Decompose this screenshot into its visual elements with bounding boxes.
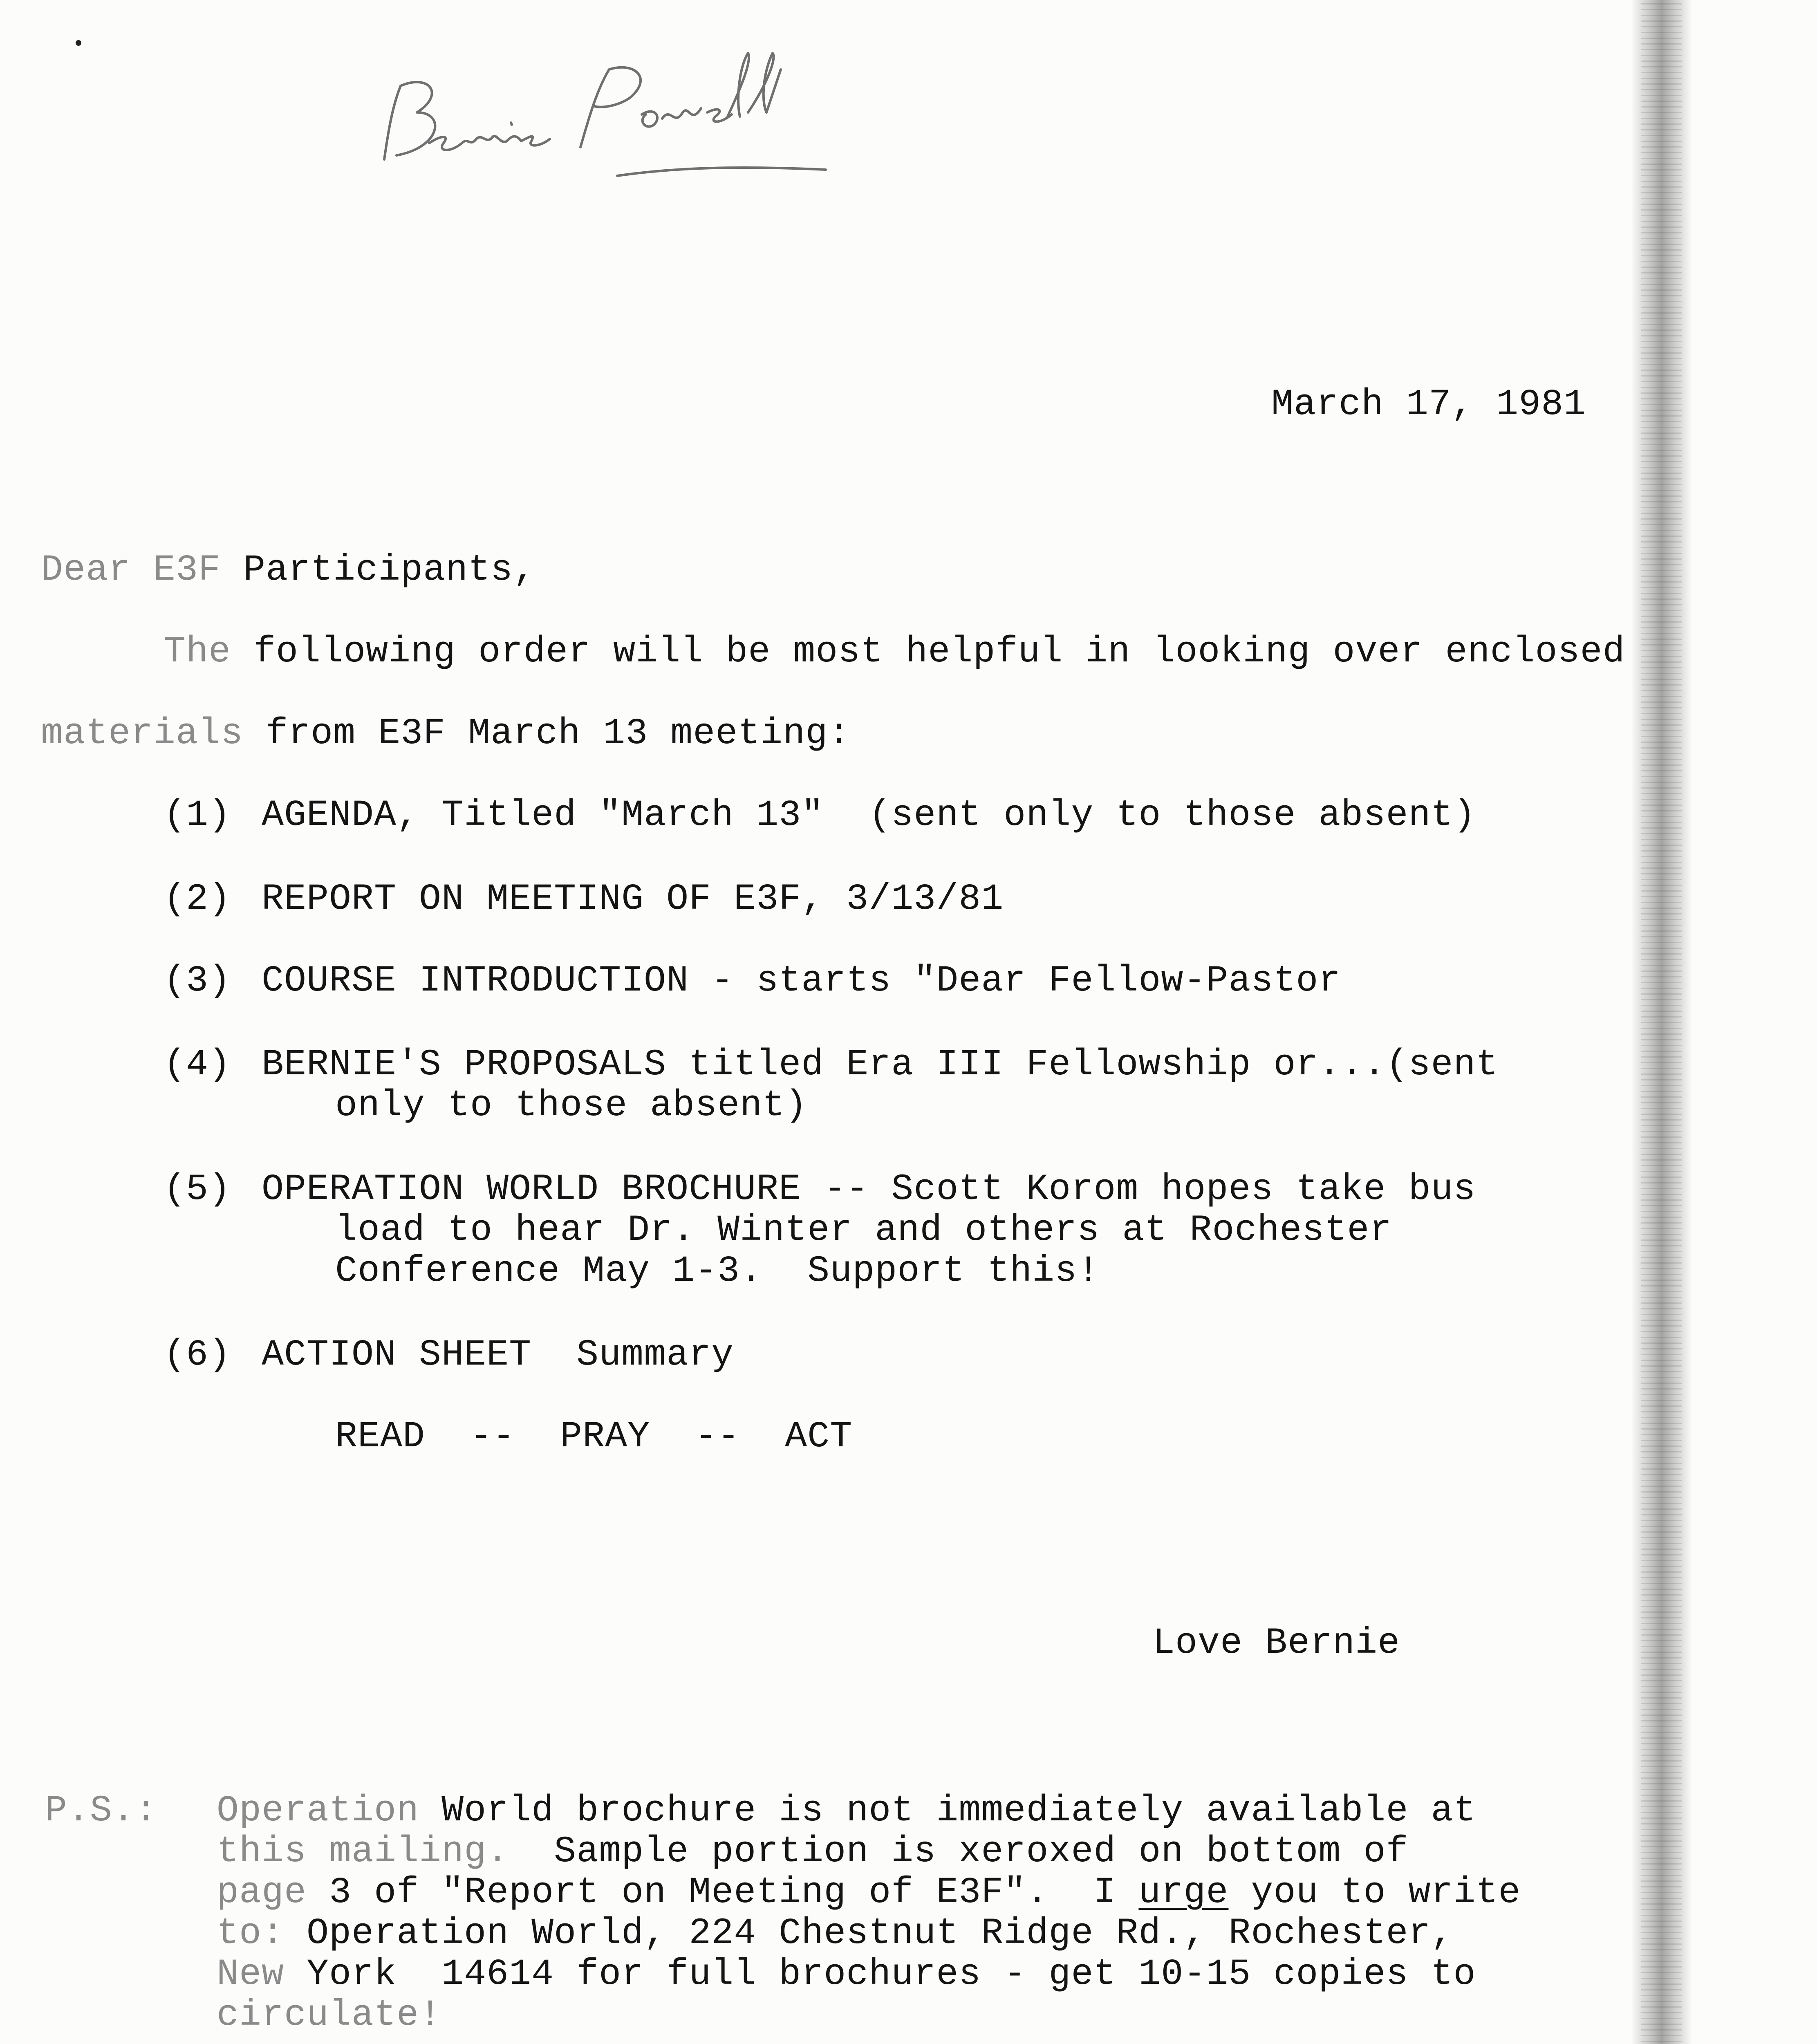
ps-line-4-faded: to:	[217, 1913, 285, 1954]
intro-line-2-rest: from E3F March 13 meeting:	[243, 713, 851, 755]
handwritten-name-signature	[368, 25, 940, 188]
ps-line-6: circulate!	[217, 1995, 442, 2036]
item-text-line: REPORT ON MEETING OF E3F, 3/13/81	[262, 879, 1004, 920]
ps-line-4-rest: Operation World, 224 Chestnut Ridge Rd., Rochester,	[284, 1913, 1454, 1954]
item-number: (2)	[164, 879, 231, 920]
item-number: (4)	[164, 1044, 231, 1086]
item-text-line: ACTION SHEET Summary	[262, 1334, 734, 1376]
ps-line-5	[217, 1954, 1476, 1995]
ps-line-1	[217, 1791, 1476, 1831]
closing: Love Bernie	[1153, 1623, 1400, 1664]
ps-line-2	[217, 1831, 1408, 1872]
item-text-line: BERNIE'S PROPOSALS titled Era III Fellowship or...(sent	[262, 1044, 1499, 1086]
item-number: (3)	[164, 960, 231, 1002]
item-number: (1)	[164, 795, 231, 836]
ps-line-3-rest-b: you to write	[1228, 1872, 1521, 1914]
salutation-rest: Participants,	[221, 549, 536, 591]
ps-line-5-faded: New	[217, 1954, 285, 1995]
ps-line-4	[217, 1913, 1454, 1954]
intro-line-2	[41, 713, 850, 754]
item-text-line: Conference May 1-3. Support this!	[335, 1251, 1100, 1292]
ps-line-5-rest: York 14614 for full brochures - get 10-15 copies to	[284, 1954, 1476, 1995]
ink-speck	[76, 40, 81, 46]
ps-urge-underlined: urge	[1138, 1872, 1229, 1914]
ps-line-3-faded: page	[217, 1872, 307, 1914]
ps-line-3-rest-a: 3 of "Report on Meeting of E3F". I	[307, 1872, 1139, 1914]
ps-line-1-rest: World brochure is not immediately available at	[419, 1790, 1476, 1832]
ps-label: P.S.:	[45, 1790, 158, 1832]
intro-line-1-faded: The	[164, 631, 231, 673]
salutation	[41, 550, 535, 591]
letter-date: March 17, 1981	[1271, 384, 1586, 426]
motto: READ -- PRAY -- ACT	[335, 1416, 853, 1458]
item-text-line: AGENDA, Titled "March 13" (sent only to those absent)	[262, 795, 1476, 836]
ps-line-2-rest: Sample portion is xeroxed on bottom of	[509, 1831, 1409, 1873]
item-text-line: OPERATION WORLD BROCHURE -- Scott Korom hopes take bus	[262, 1169, 1476, 1210]
xerox-edge-speckle	[1641, 0, 1682, 2044]
intro-line-1-rest: following order will be most helpful in looking over enclosed	[231, 631, 1625, 673]
intro-line-1	[164, 632, 1625, 672]
intro-line-2-faded: materials	[41, 713, 244, 755]
item-number: (5)	[164, 1169, 231, 1210]
item-number: (6)	[164, 1334, 231, 1376]
salutation-faded: Dear E3F	[41, 549, 221, 591]
ps-line-2-faded: this mailing.	[217, 1831, 509, 1873]
item-text-line: load to hear Dr. Winter and others at Rochester	[335, 1210, 1392, 1251]
ps-line-3	[217, 1872, 1521, 1913]
item-text-line: only to those absent)	[335, 1085, 808, 1127]
ps-line-1-faded: Operation	[217, 1790, 419, 1832]
item-text-line: COURSE INTRODUCTION - starts "Dear Fellow-Pastor	[262, 960, 1341, 1002]
